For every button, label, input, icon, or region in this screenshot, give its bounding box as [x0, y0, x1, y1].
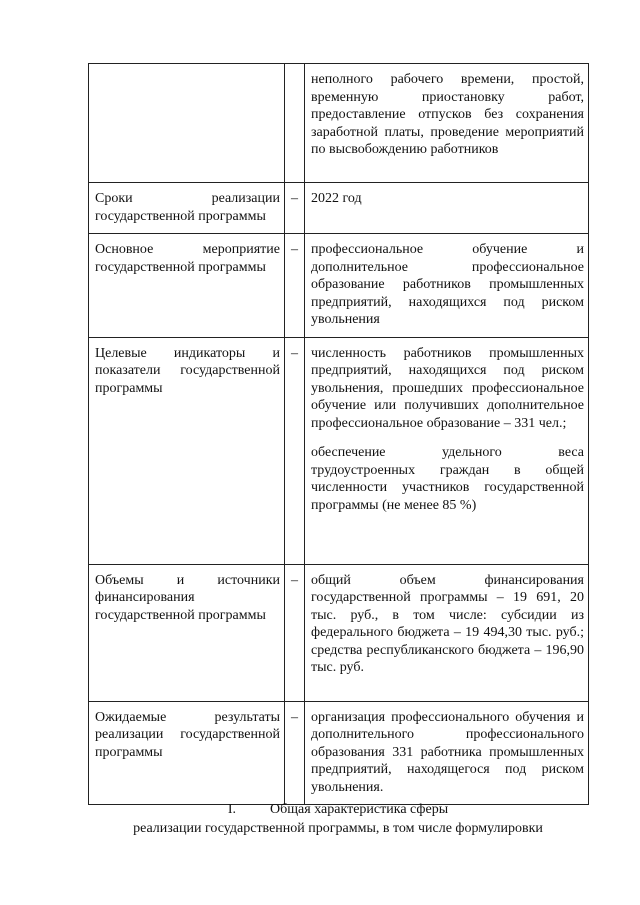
- row-label: [89, 64, 285, 183]
- row-text: неполного рабочего времени, простой, временную приостановку работ, предоставление отпусков без сохранения заработной платы, проведение мероприятий по высвобождению работников: [305, 64, 589, 183]
- row-text: общий объем финансирования государственной программы – 19 691, 20 тыс. руб., в том числе: субсидии из федерального бюджета – 19 494,30 тыс. руб.; средства республиканского бюджета – 196,90 тыс. руб.: [305, 564, 589, 701]
- row-dash: –: [285, 234, 305, 338]
- table-row: [89, 337, 589, 564]
- indicator-paragraph: обеспечение удельного веса трудоустроенных граждан в общей численности участников государственной программы (не менее 85 %): [311, 445, 584, 513]
- section-heading: [88, 800, 588, 838]
- table-row: [89, 183, 589, 234]
- table-row: [89, 64, 589, 183]
- row-label: Сроки реализации государственной программы: [89, 183, 285, 234]
- row-text: профессиональное обучение и дополнительное профессиональное образование работников промышленных предприятий, находящихся под риском увольнения: [305, 234, 589, 338]
- table-row: [89, 234, 589, 338]
- row-text: организация профессионального обучения и дополнительного профессионального образования 331 работника промышленных предприятий, находящегося под риском увольнения.: [305, 701, 589, 805]
- row-text: 2022 год: [305, 183, 589, 234]
- program-passport-table: [88, 63, 589, 805]
- row-label: Объемы и источники финансирования государственной программы: [89, 564, 285, 701]
- row-dash: –: [285, 701, 305, 805]
- row-dash: –: [285, 337, 305, 564]
- row-label: Целевые индикаторы и показатели государственной программы: [89, 337, 285, 564]
- row-label: Основное мероприятие государственной программы: [89, 234, 285, 338]
- table-row: [89, 564, 589, 701]
- row-text: [305, 337, 589, 564]
- section-number: I.: [227, 802, 237, 817]
- indicator-paragraph: численность работников промышленных предприятий, находящихся под риском увольнения, прошедших профессиональное обучение или получивших дополнительное профессиональное образование – 331 чел.;: [311, 345, 584, 431]
- section-title-line1: Общая характеристика сферы: [270, 802, 449, 817]
- row-dash: –: [285, 564, 305, 701]
- row-dash: [285, 64, 305, 183]
- row-dash: –: [285, 183, 305, 234]
- section-title-line2: реализации государственной программы, в том числе формулировки: [133, 821, 543, 836]
- row-label: Ожидаемые результаты реализации государственной программы: [89, 701, 285, 805]
- table-row: [89, 701, 589, 805]
